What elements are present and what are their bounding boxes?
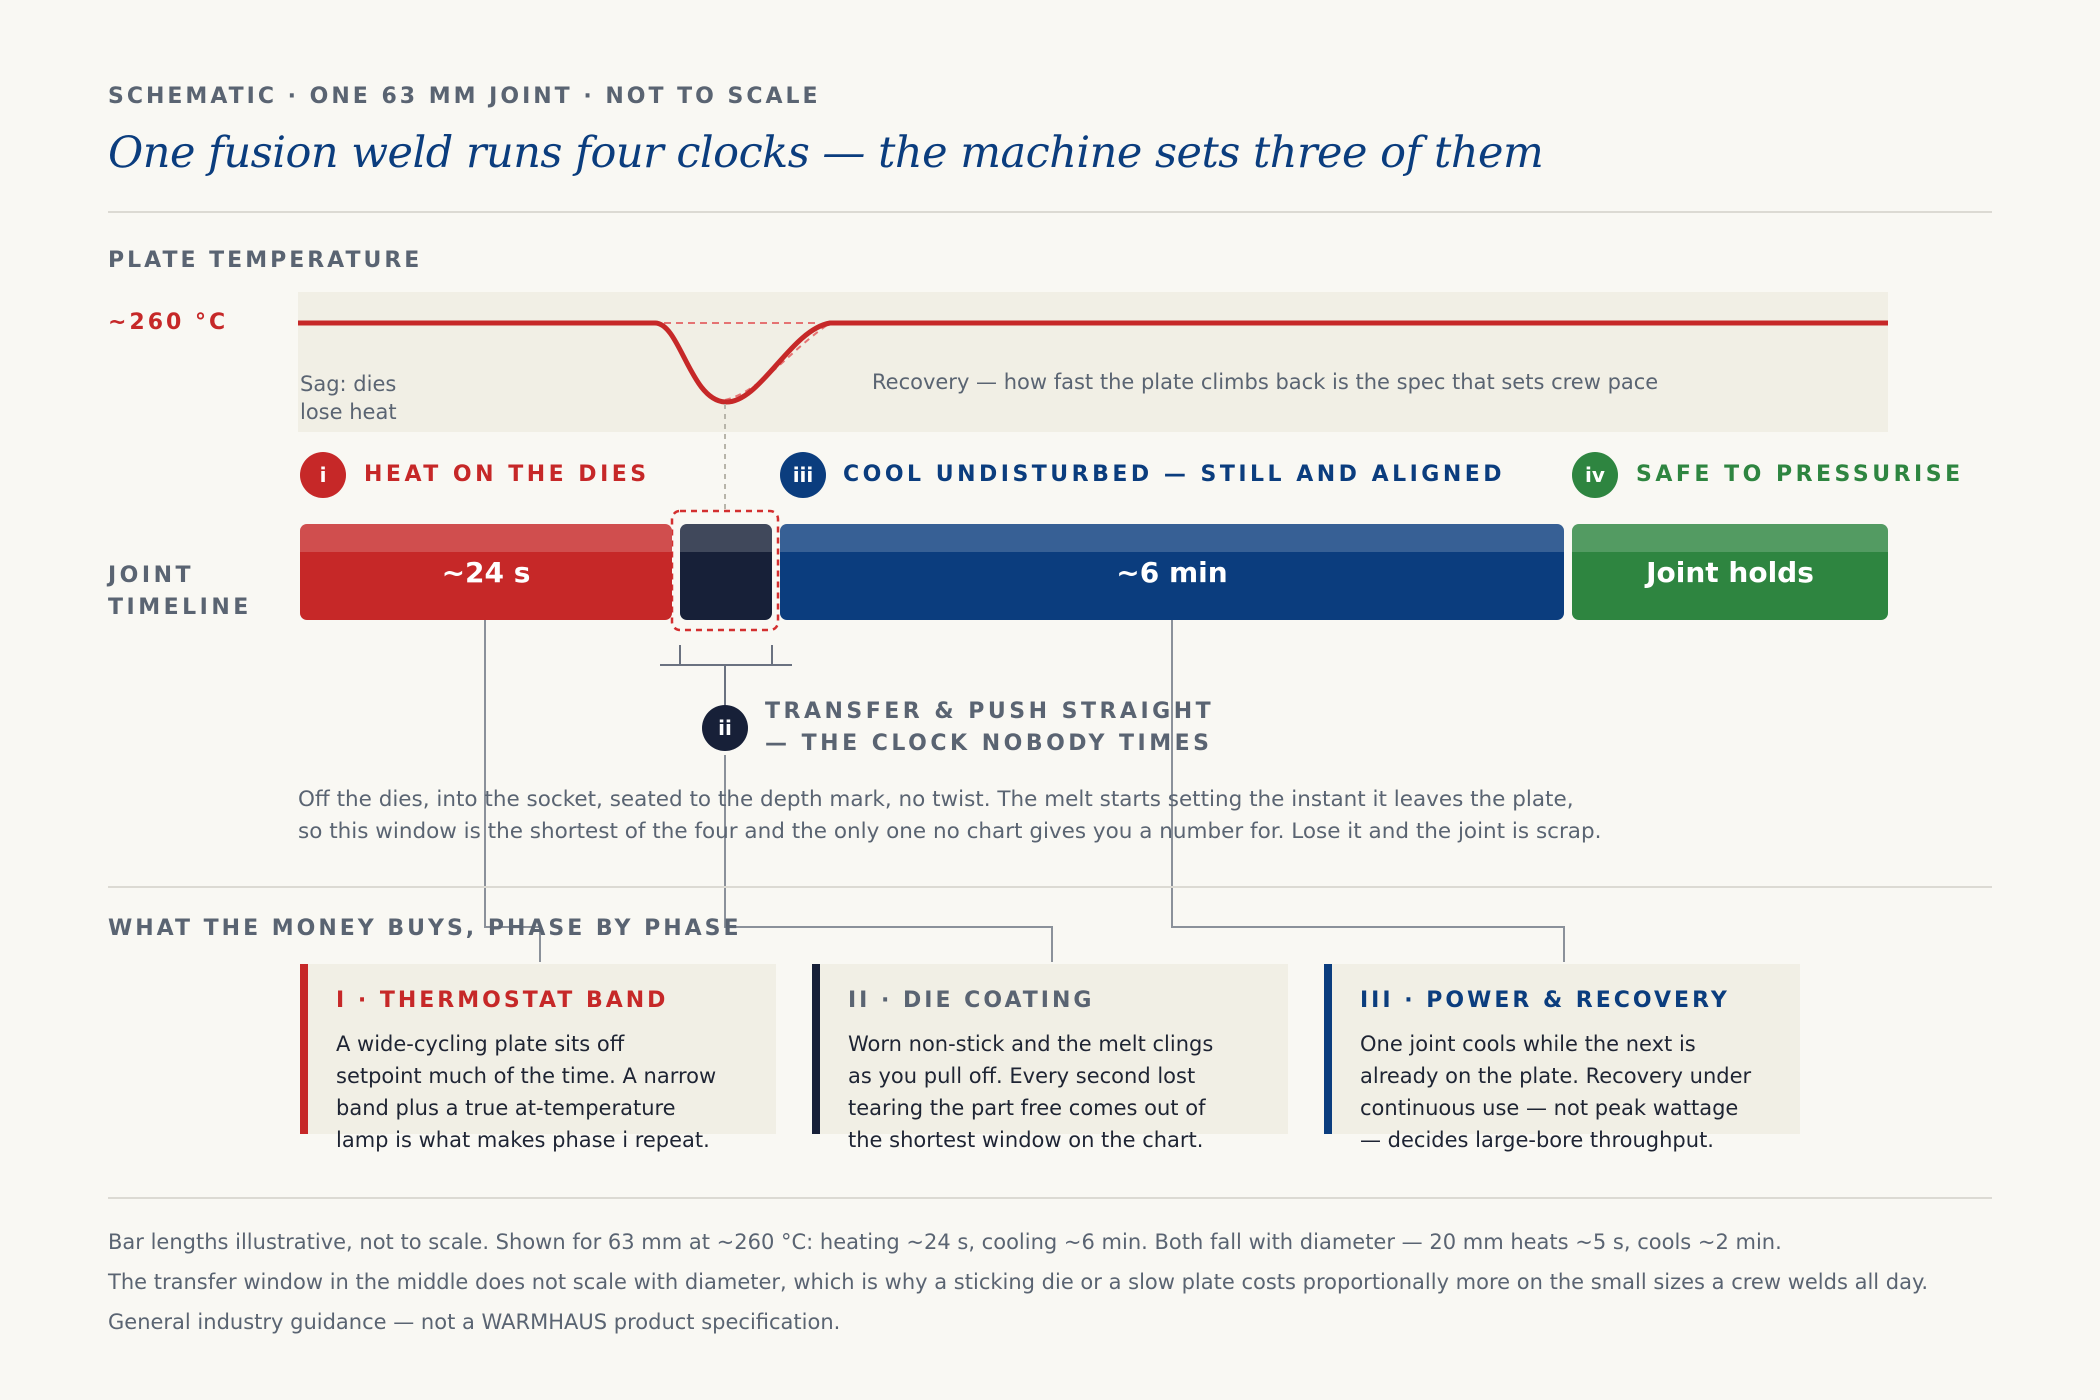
phase-iv-bar: Joint holds [1572, 524, 1888, 620]
divider [108, 886, 1992, 888]
footer-note-1: Bar lengths illustrative, not to scale. Shown for 63 mm at ~260 °C: heating ~24 s, cooling ~6 min. Both fall with diameter — 20 mm heats ~5 s, cools ~2 min. [108, 1230, 1782, 1254]
sag-note: Sag: dies lose heat [300, 372, 397, 424]
phase-ii-label: TRANSFER & PUSH STRAIGHT — THE CLOCK NOBODY TIMES [765, 699, 1215, 756]
kicker: SCHEMATIC · ONE 63 MM JOINT · NOT TO SCALE [108, 84, 821, 109]
phase-iv-badge: iv [1572, 452, 1618, 498]
card-title: II · DIE COATING [848, 988, 1095, 1013]
temperature-section-label: PLATE TEMPERATURE [108, 248, 423, 273]
phase-i-label: HEAT ON THE DIES [364, 462, 650, 487]
card-body: A wide-cycling plate sits off setpoint much of the time. A narrow band plus a true at-temperature lamp is what makes phase i repeat. [336, 1032, 717, 1152]
card-body: Worn non-stick and the melt clings as you pull off. Every second lost tearing the part free comes out of the shortest window on the chart. [848, 1032, 1214, 1152]
phase-i-badge: i [300, 452, 346, 498]
footer-note-2: The transfer window in the middle does not scale with diameter, which is why a sticking die or a slow plate costs proportionally more on the small sizes a crew welds all day. [108, 1270, 1929, 1294]
divider [108, 1197, 1992, 1199]
phase-iii-bar: ~6 min [780, 524, 1564, 620]
phase-iv-label: SAFE TO PRESSURISE [1636, 462, 1964, 487]
card-die-coating [812, 964, 1288, 1152]
card-thermostat-band [300, 964, 776, 1152]
timeline-label: JOINT TIMELINE [108, 563, 252, 620]
card-power-recovery [1324, 964, 1800, 1152]
money-section-label: WHAT THE MONEY BUYS, PHASE BY PHASE [108, 916, 742, 941]
card-title: III · POWER & RECOVERY [1360, 988, 1730, 1013]
phase-iii-badge: iii [780, 452, 826, 498]
card-title: I · THERMOSTAT BAND [336, 988, 669, 1013]
transfer-note: Off the dies, into the socket, seated to the depth mark, no twist. The melt starts setting the instant it leaves the plate, so this window is the shortest of the four and the only one no chart gives you a number for. Lose it and the joint is scrap. [298, 787, 1602, 844]
card-body: One joint cools while the next is already on the plate. Recovery under continuous use — not peak wattage — decides large-bore throughput. [1360, 1032, 1752, 1152]
temperature-curve [298, 323, 1888, 402]
page-title: One fusion weld runs four clocks — the machine sets three of them [108, 128, 1544, 178]
phase-ii-badge: ii [702, 705, 748, 751]
temperature-level-label: ~260 °C [108, 310, 229, 335]
recovery-note: Recovery — how fast the plate climbs back is the spec that sets crew pace [872, 370, 1659, 394]
phase-i-bar: ~24 s [300, 524, 672, 620]
phase-iii-label: COOL UNDISTURBED — STILL AND ALIGNED [843, 462, 1506, 487]
phase-ii-bar [680, 524, 772, 620]
footer-note-3: General industry guidance — not a WARMHAUS product specification. [108, 1310, 841, 1334]
